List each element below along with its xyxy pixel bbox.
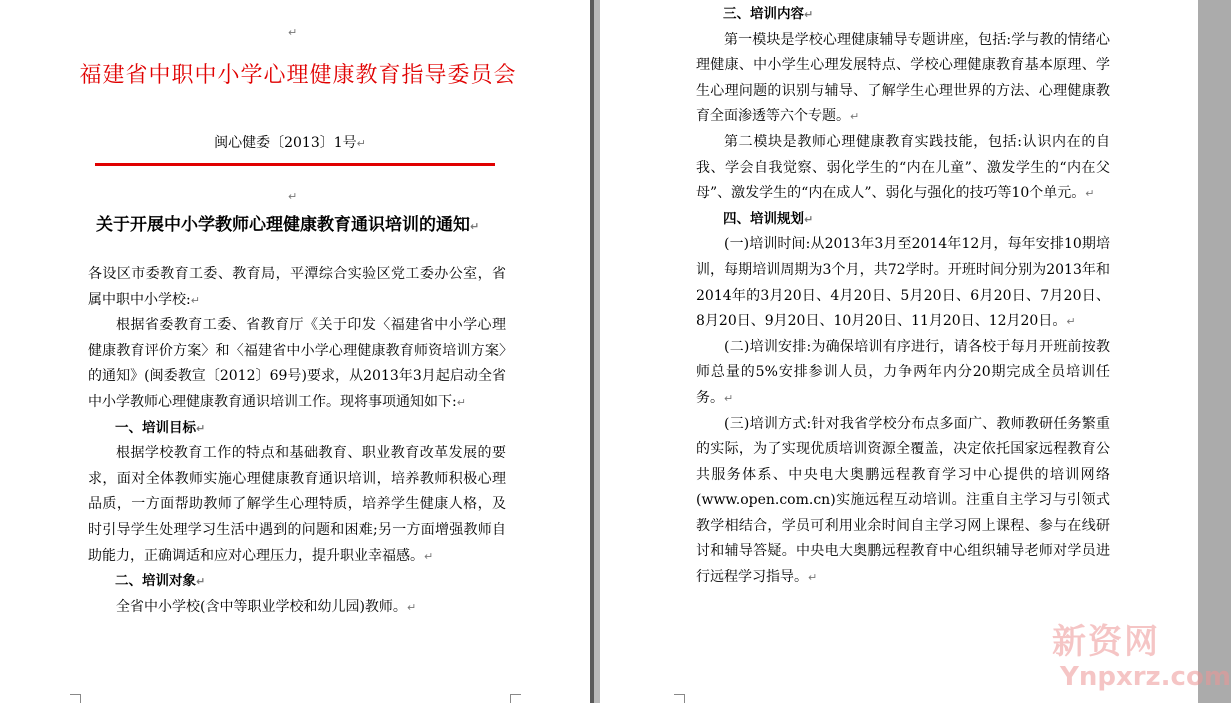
paragraph-mark-icon: ↵ [356,137,366,150]
document-page-left[interactable] [0,0,590,703]
page-corner-marker [674,694,685,703]
plan-time-paragraph: (一)培训时间:从2013年3月至2014年12月，每年安排10期培训，每期培训周期为3个月，共72学时。开班时间分别为2013年和2014年的3月20日、4月20日、5月20日、6月20日、7月20日、8月20日、9月20日、10月20日、11月20日、12月20日。↵ [696,236,1110,330]
paragraph-mark-icon: ↵ [196,421,206,435]
paragraph-mark-icon: ↵ [190,293,200,307]
module1-paragraph: 第一模块是学校心理健康辅导专题讲座，包括:学与教的情绪心理健康、中小学生心理发展特点、学校心理健康教育基本原理、学生心理问题的识别与辅导、了解学生心理世界的方法、心理健康教育全面渗透等六个专题。↵ [696,31,1110,125]
paragraph-mark-icon: ↵ [1066,315,1076,329]
paragraph-mark-icon: ↵ [288,190,298,203]
plan-method-paragraph: (三)培训方式:针对我省学校分布点多面广、教师教研任务繁重的实际，为了实现优质培训资源全覆盖，决定依托国家远程教育公共服务体系、中央电大奥鹏远程教育学习中心提供的培训网络(www.open.com.cn)实施远程互动培训。注重自主学习与引领式教学相结合，学员可利用业余时间自主学习网上课程、参与在线研讨和辅导答疑。中央电大奥鹏远程教育中心组织辅导老师对学员进行远程学习指导。↵ [696,415,1110,586]
module2-paragraph: 第二模块是教师心理健康教育实践技能，包括:认识内在的自我、学会自我觉察、弱化学生的“内在儿童”、激发学生的“内在父母”、激发学生的“内在成人”、弱化与强化的技巧等10个单元。↵ [696,133,1110,202]
section-heading-plan: 四、培训规划↵ [723,210,814,227]
page-corner-marker [510,694,521,703]
left-page-body [88,262,506,620]
paragraph-mark-icon: ↵ [456,395,466,409]
intro-paragraph: 根据省委教育工委、省教育厅《关于印发〈福建省中小学心理健康教育评价方案〉和〈福建省中小学心理健康教育师资培训方案〉的通知》(闽委教宣〔2012〕69号)要求，从2013年3月起启动全省中小学教师心理健康教育通识培训工作。现将事项通知如下:↵ [88,317,506,410]
notice-title: 关于开展中小学教师心理健康教育通识培训的通知↵ [96,215,480,235]
salutation: 各设区市委教育工委、教育局，平潭综合实验区党工委办公室，省属中职中小学校:↵ [88,266,506,308]
paragraph-mark-icon: ↵ [406,600,417,614]
paragraph-mark-icon: ↵ [808,571,818,585]
document-page-right[interactable] [600,0,1198,703]
audience-paragraph: 全省中小学校(含中等职业学校和幼儿园)教师。↵ [116,598,417,615]
section-heading-audience: 二、培训对象↵ [115,573,206,590]
paragraph-mark-icon: ↵ [470,220,480,233]
paragraph-mark-icon: ↵ [288,26,298,39]
organization-title: 福建省中职中小学心理健康教育指导委员会 [79,63,517,88]
section-heading-content: 三、培训内容↵ [723,6,814,22]
paragraph-mark-icon: ↵ [804,8,814,21]
watermark-logo-text: 新资网 [1052,622,1160,662]
section-heading-goals: 一、培训目标↵ [115,419,206,436]
paragraph-mark-icon: ↵ [724,391,734,405]
watermark-url-text: Ynpxrz.com [1060,662,1231,692]
plan-arrangement-paragraph: (二)培训安排:为确保培训有序进行，请各校于每月开班前按教师总量的5%安排参训人员，力争两年内分20期完成全员培训任务。↵ [696,338,1110,406]
paragraph-mark-icon: ↵ [424,549,434,563]
document-number: 闽心健委〔2013〕1号↵ [214,135,366,151]
right-page-body [696,2,1110,591]
page-corner-marker [70,694,81,703]
paragraph-mark-icon: ↵ [1085,187,1095,201]
red-header-rule [95,163,495,166]
paragraph-mark-icon: ↵ [804,212,814,226]
goals-paragraph: 根据学校教育工作的特点和基础教育、职业教育改革发展的要求，面对全体教师实施心理健康教育通识培训，培养教师积极心理品质，一方面帮助教师了解学生心理特质，培养学生健康人格，及时引导学生处理学习生活中遇到的问题和困难;另一方面增强教师自助能力，正确调适和应对心理压力，提升职业幸福感。↵ [88,445,506,564]
paragraph-mark-icon: ↵ [196,575,206,589]
paragraph-mark-icon: ↵ [850,110,860,124]
